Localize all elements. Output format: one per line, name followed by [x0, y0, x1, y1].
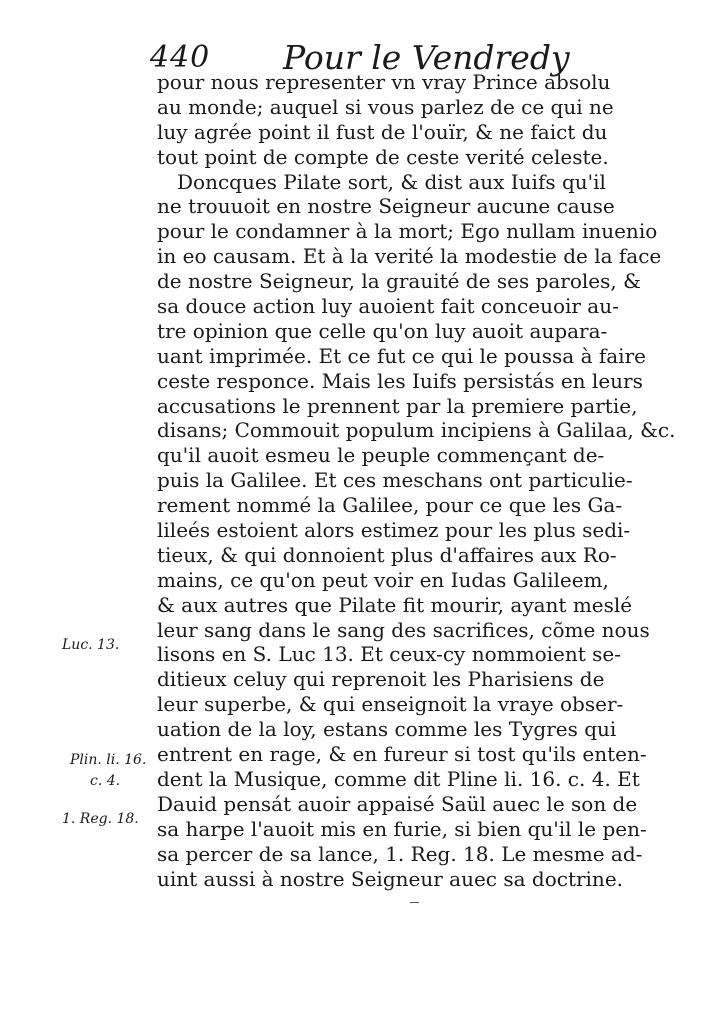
text-line: ceste responce. Mais les Iuifs persistás en leurs [157, 368, 643, 393]
text-line: in eo causam. Et à la verité la modestie de la face [157, 244, 662, 269]
text-line: Dauid pensát auoir appaisé Saül auec le son de [157, 791, 638, 816]
margin-note-reg: 1. Reg. 18. [62, 811, 139, 827]
margin-note-luc: Luc. 13. [62, 637, 120, 653]
margin-note-chapter: c. 4. [90, 773, 121, 789]
text-line: entrent en rage, & en fureur si tost qu'ils enten- [157, 742, 647, 767]
text-line: uation de la loy, estans comme les Tygres qui [157, 717, 617, 742]
stray-ink-mark [410, 902, 419, 903]
text-line: lisons en S. Luc 13. Et ceux-cy nommoient se- [157, 642, 621, 667]
text-line: leur sang dans le sang des sacrifices, cõme nous [157, 617, 650, 642]
text-line: luy agrée point il fust de l'ouïr, & ne faict du [157, 119, 608, 144]
margin-note-pline: Plin. li. 16. [70, 752, 147, 768]
body-text [157, 70, 676, 891]
text-line: sa percer de sa lance, 1. Reg. 18. Le mesme ad- [157, 841, 643, 866]
text-line: accusations le prennent par la premiere partie, [157, 393, 638, 418]
text-line: rement nommé la Galilee, pour ce que les Ga- [157, 493, 623, 518]
text-line: uint aussi à nostre Seigneur auec sa doctrine. [157, 866, 624, 891]
text-line: Doncques Pilate sort, & dist aux Iuifs qu'il [177, 169, 606, 194]
text-line: pour nous representer vn vray Prince absolu [157, 70, 611, 94]
text-line: & aux autres que Pilate fit mourir, ayant meslé [157, 592, 633, 617]
text-line: tre opinion que celle qu'on luy auoit aupara- [157, 318, 608, 343]
text-line: ne trouuoit en nostre Seigneur aucune cause [157, 194, 615, 219]
text-line: mains, ce qu'on peut voir en Iudas Galileem, [157, 567, 609, 592]
text-line: tieux, & qui donnoient plus d'affaires aux Ro- [157, 542, 617, 567]
text-line: ditieux celuy qui reprenoit les Pharisiens de [157, 667, 605, 692]
text-line: de nostre Seigneur, la grauité de ses paroles, & [157, 269, 641, 294]
text-line: disans; Commouit populum incipiens à Galilaa, &c. [157, 418, 676, 443]
text-line: puis la Galilee. Et ces meschans ont particulie- [157, 468, 633, 493]
text-line: leur superbe, & qui enseignoit la vraye obser- [157, 692, 624, 717]
text-line: qu'il auoit esmeu le peuple commençant de- [157, 443, 605, 468]
text-line: lileés estoient alors estimez pour les plus sedi- [157, 518, 631, 543]
text-line: uant imprimée. Et ce fut ce qui le poussa à faire [157, 343, 646, 368]
text-line: dent la Musique, comme dit Pline li. 16. c. 4. Et [157, 766, 640, 791]
page-number: 440 [150, 40, 211, 75]
text-line: sa harpe l'auoit mis en furie, si bien qu'il le pen- [157, 816, 647, 841]
text-line: tout point de compte de ceste verité celeste. [157, 144, 609, 169]
running-head: Pour le Vendredy [283, 38, 570, 77]
text-line: sa douce action luy auoient fait conceuoir au- [157, 294, 619, 319]
text-line: pour le condamner à la mort; Ego nullam inuenio [157, 219, 658, 244]
text-line: au monde; auquel si vous parlez de ce qui ne [157, 94, 614, 119]
